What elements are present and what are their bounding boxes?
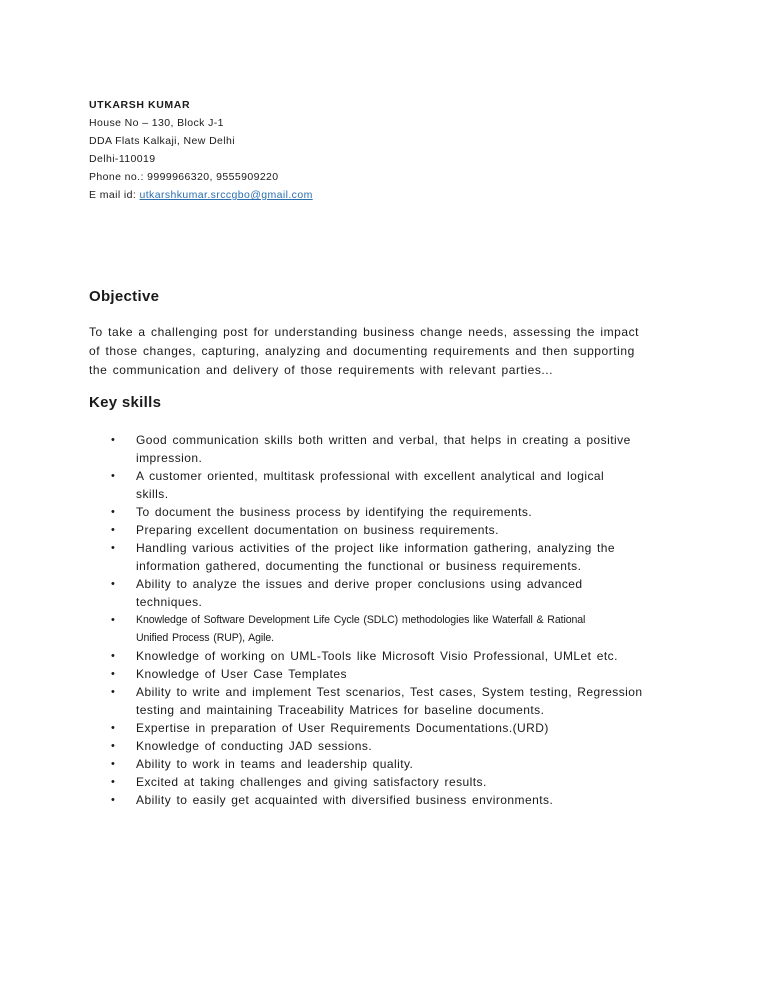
bullet-icon: • [111,776,115,788]
address-line-3: Delhi-110019 [89,153,156,165]
objective-line: the communication and delivery of those requirements with relevant parties... [89,363,554,377]
skill-text: information gathered, documenting the functional or business requirements. [136,559,582,573]
bullet-icon: • [111,740,115,752]
skill-text: Ability to write and implement Test scenarios, Test cases, System testing, Regression [136,685,643,699]
skill-item [108,791,708,809]
skill-item [108,647,708,665]
skill-item [108,431,708,467]
skill-item [108,665,708,683]
objective-line: of those changes, capturing, analyzing and documenting requirements and then supporting [89,344,635,358]
bullet-icon: • [111,524,115,536]
bullet-icon: • [111,686,115,698]
skill-text: Good communication skills both written and verbal, that helps in creating a positive [136,433,631,447]
bullet-icon: • [111,470,115,482]
bullet-icon: • [111,668,115,680]
skill-item [108,521,708,539]
bullet-icon: • [111,758,115,770]
email-row [89,186,689,204]
skill-text: Knowledge of working on UML-Tools like Microsoft Visio Professional, UMLet etc. [136,649,618,663]
skill-text: Knowledge of conducting JAD sessions. [136,739,373,753]
objective-heading: Objective [89,288,160,305]
skill-item [108,755,708,773]
skill-text: Excited at taking challenges and giving satisfactory results. [136,775,487,789]
bullet-icon: • [111,578,115,590]
bullet-icon: • [111,794,115,806]
email-link[interactable]: utkarshkumar.srccgbo@gmail.com [139,189,313,201]
skill-text: impression. [136,451,203,465]
candidate-name: UTKARSH KUMAR [89,99,191,111]
bullet-icon: • [111,722,115,734]
skill-text: Knowledge of User Case Templates [136,667,347,681]
skill-item [108,539,708,575]
bullet-icon: • [111,506,115,518]
address-line-2: DDA Flats Kalkaji, New Delhi [89,135,235,147]
email-label: E mail id: [89,189,140,201]
contact-header [89,96,689,204]
phone-numbers: Phone no.: 9999966320, 9555909220 [89,171,279,183]
skill-text: techniques. [136,595,203,609]
skill-text: To document the business process by identifying the requirements. [136,505,533,519]
bullet-icon: • [111,542,115,554]
skill-item [108,611,708,647]
skill-text: Ability to work in teams and leadership quality. [136,757,414,771]
skill-text: Ability to easily get acquainted with diversified business environments. [136,793,554,807]
address-line-1: House No – 130, Block J-1 [89,117,224,129]
skill-item [108,467,708,503]
key-skills-list [108,431,708,809]
skill-item [108,737,708,755]
skill-text: Preparing excellent documentation on business requirements. [136,523,499,537]
skill-text: testing and maintaining Traceability Matrices for baseline documents. [136,703,545,717]
skill-item [108,575,708,611]
skill-item [108,773,708,791]
skill-item [108,503,708,521]
skill-item [108,683,708,719]
skill-text: Unified Process (RUP), Agile. [136,632,275,644]
bullet-icon: • [111,614,115,626]
bullet-icon: • [111,650,115,662]
skill-text: Expertise in preparation of User Requirements Documentations.(URD) [136,721,549,735]
skill-text: Knowledge of Software Development Life Cycle (SDLC) methodologies like Waterfall & Rational [136,614,586,626]
bullet-icon: • [111,434,115,446]
skill-item [108,719,708,737]
objective-paragraph [89,323,679,380]
skill-text: skills. [136,487,169,501]
objective-line: To take a challenging post for understanding business change needs, assessing the impact [89,325,640,339]
skill-text: Ability to analyze the issues and derive proper conclusions using advanced [136,577,583,591]
skill-text: A customer oriented, multitask professional with excellent analytical and logical [136,469,605,483]
skill-text: Handling various activities of the project like information gathering, analyzing the [136,541,616,555]
key-skills-heading: Key skills [89,394,162,411]
